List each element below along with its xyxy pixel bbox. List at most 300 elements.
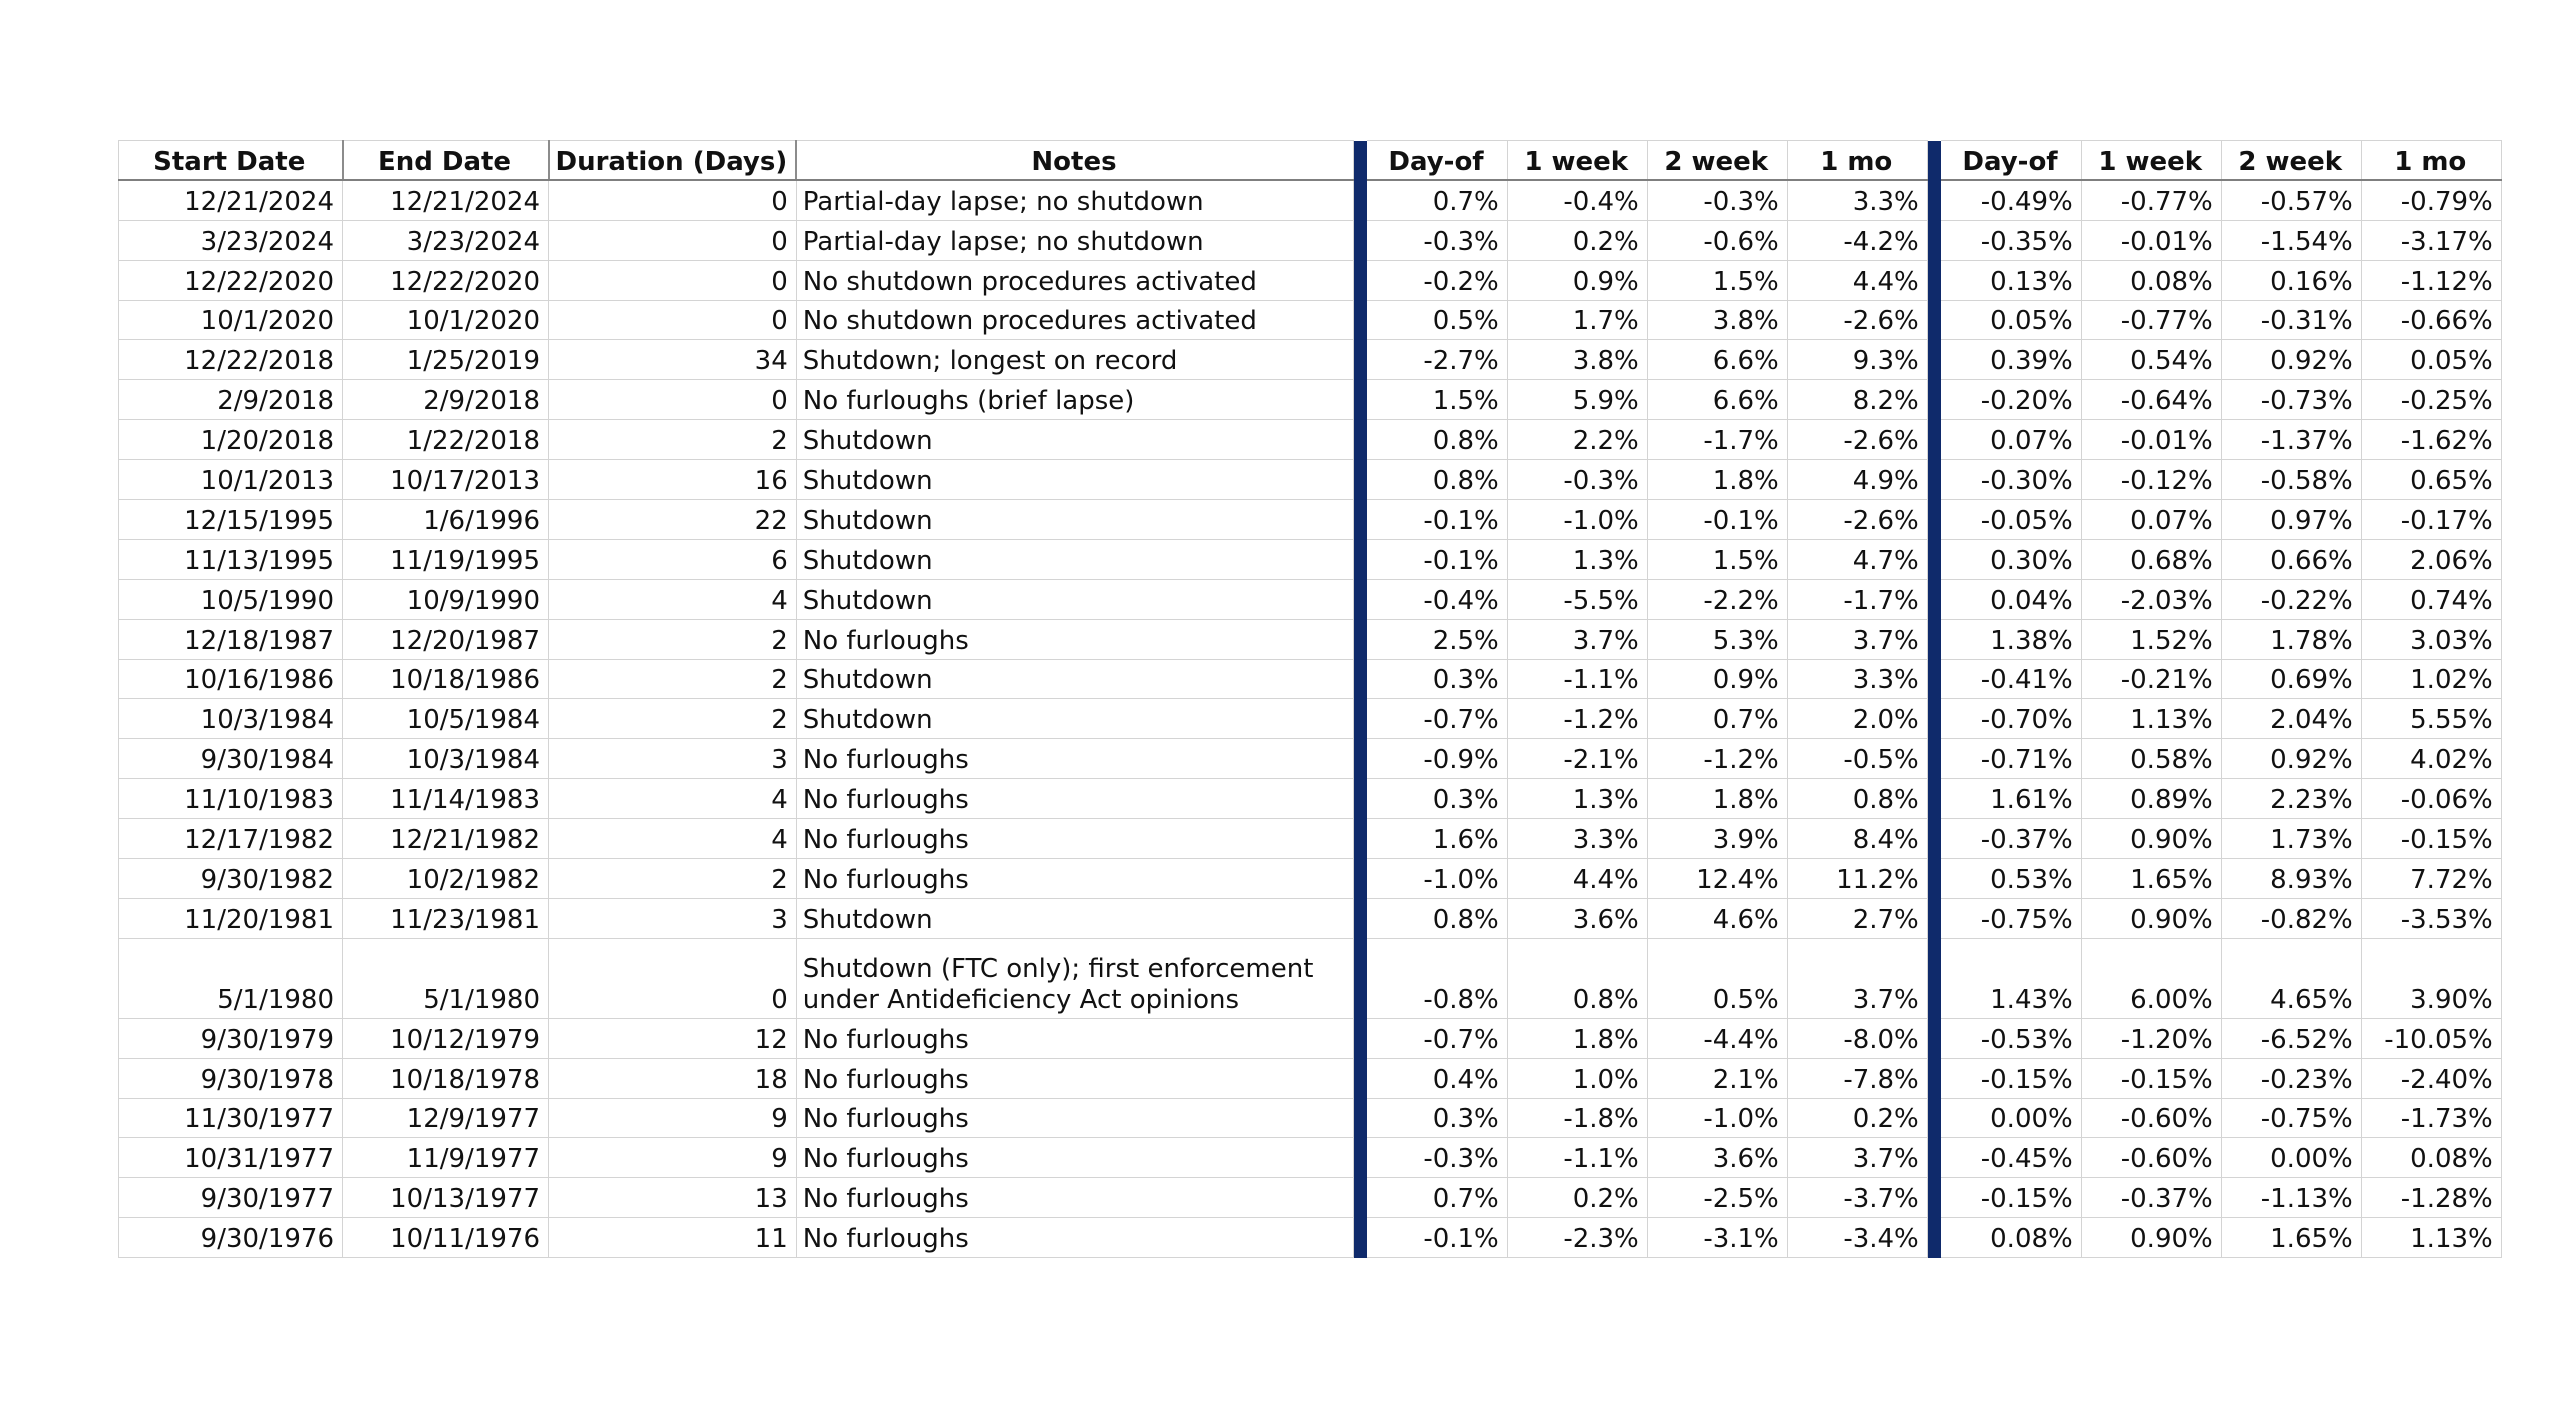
column-group-separator	[1353, 460, 1367, 500]
day-of-cell: 0.8%	[1367, 420, 1507, 460]
2-week-cell-2: 0.16%	[2221, 260, 2361, 300]
day-of-cell-2: 0.13%	[1941, 260, 2081, 300]
end-date-cell: 10/2/1982	[343, 859, 549, 899]
1-week-cell: 0.9%	[1507, 260, 1647, 300]
duration-cell: 16	[549, 460, 797, 500]
1-mo-cell-2: 4.02%	[2361, 739, 2501, 779]
column-group-separator	[1927, 460, 1941, 500]
1-mo-cell-2: -2.40%	[2361, 1058, 2501, 1098]
start-date-cell: 12/17/1982	[119, 819, 343, 859]
2-week-cell: 0.7%	[1647, 699, 1787, 739]
day-of-cell: 0.3%	[1367, 779, 1507, 819]
2-week-cell-2: 0.66%	[2221, 539, 2361, 579]
end-date-cell: 10/9/1990	[343, 579, 549, 619]
column-group-separator	[1353, 220, 1367, 260]
day-of-cell: 0.3%	[1367, 1098, 1507, 1138]
1-mo-cell: 3.3%	[1787, 180, 1927, 220]
end-date-cell: 12/21/2024	[343, 180, 549, 220]
table-row	[119, 1138, 2502, 1178]
duration-cell: 13	[549, 1178, 797, 1218]
col-header-duration: Duration (Days)	[549, 141, 797, 181]
day-of-cell-2: -0.37%	[1941, 819, 2081, 859]
2-week-cell: 0.5%	[1647, 938, 1787, 1018]
day-of-cell-2: -0.05%	[1941, 500, 2081, 540]
2-week-cell: -2.5%	[1647, 1178, 1787, 1218]
column-group-separator	[1927, 579, 1941, 619]
1-week-cell-2: -0.01%	[2081, 420, 2221, 460]
end-date-cell: 10/13/1977	[343, 1178, 549, 1218]
1-mo-cell: -7.8%	[1787, 1058, 1927, 1098]
1-mo-cell-2: -0.06%	[2361, 779, 2501, 819]
1-mo-cell: 9.3%	[1787, 340, 1927, 380]
start-date-cell: 10/5/1990	[119, 579, 343, 619]
1-week-cell-2: 0.90%	[2081, 819, 2221, 859]
duration-cell: 2	[549, 659, 797, 699]
1-week-cell: 3.6%	[1507, 898, 1647, 938]
day-of-cell: 0.5%	[1367, 300, 1507, 340]
1-week-cell-2: 0.89%	[2081, 779, 2221, 819]
start-date-cell: 10/1/2020	[119, 300, 343, 340]
1-mo-cell-2: 0.08%	[2361, 1138, 2501, 1178]
table-row	[119, 699, 2502, 739]
notes-cell: Partial-day lapse; no shutdown	[796, 220, 1353, 260]
table-row	[119, 260, 2502, 300]
column-group-separator	[1927, 659, 1941, 699]
end-date-cell: 10/17/2013	[343, 460, 549, 500]
end-date-cell: 2/9/2018	[343, 380, 549, 420]
2-week-cell: 3.6%	[1647, 1138, 1787, 1178]
2-week-cell: 6.6%	[1647, 340, 1787, 380]
2-week-cell-2: 0.69%	[2221, 659, 2361, 699]
duration-cell: 0	[549, 180, 797, 220]
table-row	[119, 300, 2502, 340]
2-week-cell-2: 2.23%	[2221, 779, 2361, 819]
end-date-cell: 10/5/1984	[343, 699, 549, 739]
2-week-cell-2: -0.57%	[2221, 180, 2361, 220]
column-group-separator	[1353, 1218, 1367, 1258]
1-week-cell: -5.5%	[1507, 579, 1647, 619]
1-mo-cell: 11.2%	[1787, 859, 1927, 899]
column-group-separator	[1927, 819, 1941, 859]
start-date-cell: 12/18/1987	[119, 619, 343, 659]
start-date-cell: 12/22/2020	[119, 260, 343, 300]
duration-cell: 34	[549, 340, 797, 380]
duration-cell: 0	[549, 300, 797, 340]
start-date-cell: 11/30/1977	[119, 1098, 343, 1138]
2-week-cell-2: 1.65%	[2221, 1218, 2361, 1258]
shutdown-returns-table	[118, 140, 2502, 1258]
1-mo-cell: -8.0%	[1787, 1018, 1927, 1058]
1-week-cell-2: -0.12%	[2081, 460, 2221, 500]
1-week-cell-2: 6.00%	[2081, 938, 2221, 1018]
notes-cell: Shutdown	[796, 898, 1353, 938]
column-group-separator	[1927, 739, 1941, 779]
table-row	[119, 659, 2502, 699]
col-header-2-week: 2 week	[1647, 141, 1787, 181]
column-group-separator	[1353, 1058, 1367, 1098]
2-week-cell-2: -0.58%	[2221, 460, 2361, 500]
notes-cell: No furloughs	[796, 619, 1353, 659]
column-group-separator	[1927, 1138, 1941, 1178]
2-week-cell: 3.8%	[1647, 300, 1787, 340]
1-week-cell: 3.8%	[1507, 340, 1647, 380]
1-mo-cell: -0.5%	[1787, 739, 1927, 779]
1-week-cell-2: 1.52%	[2081, 619, 2221, 659]
1-mo-cell: 0.8%	[1787, 779, 1927, 819]
start-date-cell: 12/15/1995	[119, 500, 343, 540]
2-week-cell: 1.5%	[1647, 539, 1787, 579]
notes-cell: Shutdown; longest on record	[796, 340, 1353, 380]
day-of-cell-2: -0.15%	[1941, 1178, 2081, 1218]
duration-cell: 9	[549, 1138, 797, 1178]
2-week-cell-2: -6.52%	[2221, 1018, 2361, 1058]
notes-cell: No furloughs	[796, 779, 1353, 819]
2-week-cell: 5.3%	[1647, 619, 1787, 659]
table-row	[119, 1058, 2502, 1098]
col-header-1-week: 1 week	[1507, 141, 1647, 181]
2-week-cell: -0.3%	[1647, 180, 1787, 220]
duration-cell: 6	[549, 539, 797, 579]
end-date-cell: 10/18/1978	[343, 1058, 549, 1098]
column-group-separator	[1353, 180, 1367, 220]
notes-cell: No shutdown procedures activated	[796, 300, 1353, 340]
start-date-cell: 9/30/1978	[119, 1058, 343, 1098]
table-row	[119, 460, 2502, 500]
2-week-cell: 2.1%	[1647, 1058, 1787, 1098]
2-week-cell: -1.0%	[1647, 1098, 1787, 1138]
2-week-cell: 12.4%	[1647, 859, 1787, 899]
1-week-cell: 0.2%	[1507, 1178, 1647, 1218]
column-group-separator	[1927, 260, 1941, 300]
col-header-end-date: End Date	[343, 141, 549, 181]
notes-cell: No furloughs	[796, 1178, 1353, 1218]
1-week-cell-2: 1.13%	[2081, 699, 2221, 739]
table-row	[119, 938, 2502, 1018]
column-group-separator	[1927, 1218, 1941, 1258]
1-mo-cell: -2.6%	[1787, 500, 1927, 540]
column-group-separator	[1353, 739, 1367, 779]
day-of-cell: -2.7%	[1367, 340, 1507, 380]
col-header-1-week-2: 1 week	[2081, 141, 2221, 181]
column-group-separator	[1927, 898, 1941, 938]
end-date-cell: 1/25/2019	[343, 340, 549, 380]
1-mo-cell-2: 7.72%	[2361, 859, 2501, 899]
2-week-cell-2: 1.73%	[2221, 819, 2361, 859]
day-of-cell-2: 1.61%	[1941, 779, 2081, 819]
1-mo-cell: -1.7%	[1787, 579, 1927, 619]
duration-cell: 4	[549, 779, 797, 819]
day-of-cell-2: -0.45%	[1941, 1138, 2081, 1178]
duration-cell: 3	[549, 898, 797, 938]
column-group-separator	[1927, 619, 1941, 659]
1-week-cell: 1.0%	[1507, 1058, 1647, 1098]
day-of-cell: 0.8%	[1367, 460, 1507, 500]
column-group-separator	[1353, 659, 1367, 699]
start-date-cell: 10/3/1984	[119, 699, 343, 739]
duration-cell: 0	[549, 220, 797, 260]
table-row	[119, 500, 2502, 540]
start-date-cell: 11/10/1983	[119, 779, 343, 819]
day-of-cell-2: 1.43%	[1941, 938, 2081, 1018]
1-mo-cell-2: 2.06%	[2361, 539, 2501, 579]
1-week-cell: -1.2%	[1507, 699, 1647, 739]
end-date-cell: 10/12/1979	[343, 1018, 549, 1058]
duration-cell: 0	[549, 380, 797, 420]
1-week-cell-2: -0.60%	[2081, 1098, 2221, 1138]
2-week-cell-2: 4.65%	[2221, 938, 2361, 1018]
2-week-cell: 3.9%	[1647, 819, 1787, 859]
table-row	[119, 220, 2502, 260]
day-of-cell: -0.1%	[1367, 1218, 1507, 1258]
duration-cell: 2	[549, 859, 797, 899]
2-week-cell: 1.5%	[1647, 260, 1787, 300]
table-row	[119, 1018, 2502, 1058]
column-group-separator	[1927, 300, 1941, 340]
day-of-cell: -0.2%	[1367, 260, 1507, 300]
column-group-separator	[1353, 1098, 1367, 1138]
2-week-cell: 1.8%	[1647, 460, 1787, 500]
start-date-cell: 9/30/1984	[119, 739, 343, 779]
table-row	[119, 619, 2502, 659]
column-group-separator	[1927, 340, 1941, 380]
notes-cell: No furloughs	[796, 1018, 1353, 1058]
1-week-cell-2: 0.08%	[2081, 260, 2221, 300]
1-week-cell: 1.3%	[1507, 539, 1647, 579]
column-group-separator	[1927, 699, 1941, 739]
table-row	[119, 819, 2502, 859]
notes-cell: Shutdown (FTC only); first enforcement under Antideficiency Act opinions	[796, 938, 1353, 1018]
1-mo-cell-2: -1.73%	[2361, 1098, 2501, 1138]
end-date-cell: 12/20/1987	[343, 619, 549, 659]
2-week-cell: -4.4%	[1647, 1018, 1787, 1058]
column-group-separator	[1353, 1018, 1367, 1058]
notes-cell: No shutdown procedures activated	[796, 260, 1353, 300]
1-week-cell-2: -0.01%	[2081, 220, 2221, 260]
2-week-cell-2: -1.13%	[2221, 1178, 2361, 1218]
column-group-separator	[1927, 1178, 1941, 1218]
duration-cell: 18	[549, 1058, 797, 1098]
2-week-cell: 4.6%	[1647, 898, 1787, 938]
end-date-cell: 10/3/1984	[343, 739, 549, 779]
day-of-cell-2: 0.08%	[1941, 1218, 2081, 1258]
notes-cell: No furloughs	[796, 1138, 1353, 1178]
1-mo-cell: 2.0%	[1787, 699, 1927, 739]
day-of-cell-2: 1.38%	[1941, 619, 2081, 659]
end-date-cell: 11/23/1981	[343, 898, 549, 938]
1-week-cell: -1.1%	[1507, 1138, 1647, 1178]
day-of-cell-2: -0.20%	[1941, 380, 2081, 420]
2-week-cell: 0.9%	[1647, 659, 1787, 699]
1-mo-cell-2: -1.62%	[2361, 420, 2501, 460]
day-of-cell: 1.5%	[1367, 380, 1507, 420]
2-week-cell: -0.6%	[1647, 220, 1787, 260]
1-mo-cell-2: -0.25%	[2361, 380, 2501, 420]
day-of-cell: -0.4%	[1367, 579, 1507, 619]
1-mo-cell: -2.6%	[1787, 420, 1927, 460]
1-week-cell: -2.1%	[1507, 739, 1647, 779]
start-date-cell: 12/21/2024	[119, 180, 343, 220]
1-week-cell-2: -0.64%	[2081, 380, 2221, 420]
day-of-cell: 0.4%	[1367, 1058, 1507, 1098]
duration-cell: 11	[549, 1218, 797, 1258]
day-of-cell-2: -0.49%	[1941, 180, 2081, 220]
1-week-cell-2: -0.77%	[2081, 180, 2221, 220]
1-mo-cell: -3.4%	[1787, 1218, 1927, 1258]
table-row	[119, 1178, 2502, 1218]
day-of-cell-2: -0.35%	[1941, 220, 2081, 260]
start-date-cell: 12/22/2018	[119, 340, 343, 380]
day-of-cell-2: -0.41%	[1941, 659, 2081, 699]
column-group-separator	[1353, 380, 1367, 420]
1-week-cell: 3.3%	[1507, 819, 1647, 859]
2-week-cell-2: -1.37%	[2221, 420, 2361, 460]
column-group-separator	[1353, 859, 1367, 899]
1-week-cell: 1.8%	[1507, 1018, 1647, 1058]
1-week-cell: -1.0%	[1507, 500, 1647, 540]
day-of-cell-2: 0.00%	[1941, 1098, 2081, 1138]
table-row	[119, 380, 2502, 420]
notes-cell: No furloughs	[796, 739, 1353, 779]
2-week-cell-2: -0.73%	[2221, 380, 2361, 420]
duration-cell: 9	[549, 1098, 797, 1138]
1-mo-cell-2: -0.17%	[2361, 500, 2501, 540]
column-group-separator	[1353, 500, 1367, 540]
1-week-cell-2: -0.21%	[2081, 659, 2221, 699]
column-group-separator	[1927, 938, 1941, 1018]
column-group-separator	[1353, 579, 1367, 619]
column-group-separator	[1353, 300, 1367, 340]
end-date-cell: 11/14/1983	[343, 779, 549, 819]
1-week-cell: 5.9%	[1507, 380, 1647, 420]
day-of-cell-2: -0.53%	[1941, 1018, 2081, 1058]
end-date-cell: 5/1/1980	[343, 938, 549, 1018]
start-date-cell: 9/30/1977	[119, 1178, 343, 1218]
notes-cell: No furloughs (brief lapse)	[796, 380, 1353, 420]
end-date-cell: 3/23/2024	[343, 220, 549, 260]
table-row	[119, 739, 2502, 779]
1-week-cell-2: -0.15%	[2081, 1058, 2221, 1098]
column-group-separator	[1353, 898, 1367, 938]
day-of-cell: 0.8%	[1367, 898, 1507, 938]
day-of-cell-2: -0.70%	[1941, 699, 2081, 739]
duration-cell: 3	[549, 739, 797, 779]
day-of-cell: 0.7%	[1367, 180, 1507, 220]
day-of-cell: 0.7%	[1367, 1178, 1507, 1218]
2-week-cell-2: -1.54%	[2221, 220, 2361, 260]
2-week-cell: 6.6%	[1647, 380, 1787, 420]
column-group-separator	[1927, 1058, 1941, 1098]
notes-cell: No furloughs	[796, 1218, 1353, 1258]
1-week-cell: 2.2%	[1507, 420, 1647, 460]
1-week-cell: 1.3%	[1507, 779, 1647, 819]
col-header-1-mo-2: 1 mo	[2361, 141, 2501, 181]
end-date-cell: 12/9/1977	[343, 1098, 549, 1138]
table-row	[119, 579, 2502, 619]
day-of-cell-2: 0.05%	[1941, 300, 2081, 340]
1-mo-cell: 8.4%	[1787, 819, 1927, 859]
1-mo-cell-2: 3.90%	[2361, 938, 2501, 1018]
start-date-cell: 11/13/1995	[119, 539, 343, 579]
table-row	[119, 859, 2502, 899]
start-date-cell: 3/23/2024	[119, 220, 343, 260]
column-group-separator	[1353, 340, 1367, 380]
1-mo-cell: 4.7%	[1787, 539, 1927, 579]
notes-cell: Shutdown	[796, 500, 1353, 540]
1-mo-cell-2: 5.55%	[2361, 699, 2501, 739]
notes-cell: Shutdown	[796, 579, 1353, 619]
notes-cell: No furloughs	[796, 819, 1353, 859]
notes-cell: Shutdown	[796, 539, 1353, 579]
2-week-cell-2: 1.78%	[2221, 619, 2361, 659]
day-of-cell: -0.1%	[1367, 500, 1507, 540]
1-week-cell-2: -1.20%	[2081, 1018, 2221, 1058]
1-mo-cell: -3.7%	[1787, 1178, 1927, 1218]
start-date-cell: 1/20/2018	[119, 420, 343, 460]
start-date-cell: 9/30/1982	[119, 859, 343, 899]
2-week-cell: -2.2%	[1647, 579, 1787, 619]
day-of-cell-2: -0.71%	[1941, 739, 2081, 779]
end-date-cell: 12/22/2020	[343, 260, 549, 300]
day-of-cell: 0.3%	[1367, 659, 1507, 699]
1-week-cell: 0.8%	[1507, 938, 1647, 1018]
1-mo-cell: 2.7%	[1787, 898, 1927, 938]
2-week-cell-2: 2.04%	[2221, 699, 2361, 739]
1-week-cell-2: -0.60%	[2081, 1138, 2221, 1178]
2-week-cell-2: -0.22%	[2221, 579, 2361, 619]
notes-cell: No furloughs	[796, 859, 1353, 899]
1-week-cell-2: 0.90%	[2081, 1218, 2221, 1258]
table-row	[119, 1218, 2502, 1258]
day-of-cell-2: -0.30%	[1941, 460, 2081, 500]
1-mo-cell-2: -3.17%	[2361, 220, 2501, 260]
day-of-cell: -0.7%	[1367, 1018, 1507, 1058]
1-mo-cell-2: 0.65%	[2361, 460, 2501, 500]
col-header-1-mo: 1 mo	[1787, 141, 1927, 181]
1-week-cell: 4.4%	[1507, 859, 1647, 899]
start-date-cell: 2/9/2018	[119, 380, 343, 420]
col-header-day-of: Day-of	[1367, 141, 1507, 181]
duration-cell: 12	[549, 1018, 797, 1058]
start-date-cell: 10/1/2013	[119, 460, 343, 500]
1-mo-cell: -2.6%	[1787, 300, 1927, 340]
start-date-cell: 9/30/1979	[119, 1018, 343, 1058]
1-week-cell: 3.7%	[1507, 619, 1647, 659]
1-mo-cell-2: -1.28%	[2361, 1178, 2501, 1218]
duration-cell: 2	[549, 420, 797, 460]
notes-cell: No furloughs	[796, 1098, 1353, 1138]
1-mo-cell-2: -0.79%	[2361, 180, 2501, 220]
column-group-separator	[1353, 1178, 1367, 1218]
duration-cell: 0	[549, 260, 797, 300]
1-mo-cell: -4.2%	[1787, 220, 1927, 260]
2-week-cell-2: 0.92%	[2221, 739, 2361, 779]
notes-cell: No furloughs	[796, 1058, 1353, 1098]
day-of-cell-2: 0.39%	[1941, 340, 2081, 380]
1-week-cell: -1.8%	[1507, 1098, 1647, 1138]
table-row	[119, 340, 2502, 380]
header-row	[119, 141, 2502, 181]
1-week-cell-2: 0.54%	[2081, 340, 2221, 380]
column-group-separator	[1353, 260, 1367, 300]
end-date-cell: 1/22/2018	[343, 420, 549, 460]
1-week-cell: -0.3%	[1507, 460, 1647, 500]
end-date-cell: 12/21/1982	[343, 819, 549, 859]
1-mo-cell: 4.9%	[1787, 460, 1927, 500]
end-date-cell: 10/18/1986	[343, 659, 549, 699]
1-mo-cell: 3.7%	[1787, 938, 1927, 1018]
duration-cell: 22	[549, 500, 797, 540]
column-group-separator	[1927, 859, 1941, 899]
